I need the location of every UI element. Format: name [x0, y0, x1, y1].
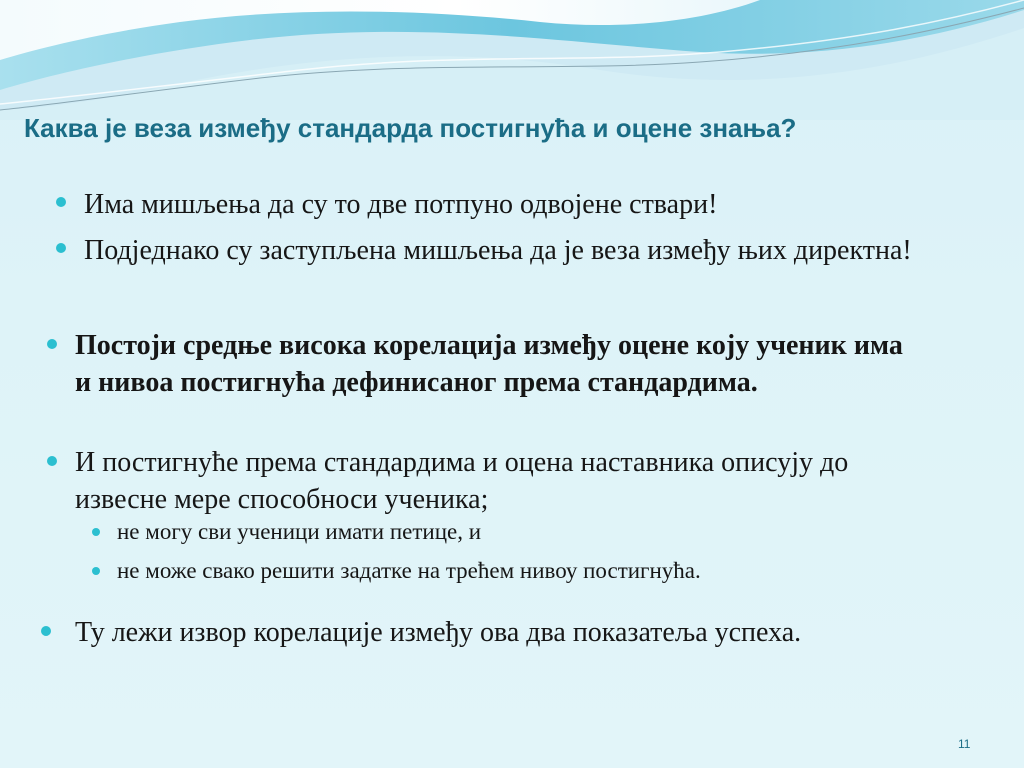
bullet-text: Ту лежи извор корелације између ова два показатеља успеха.	[75, 617, 802, 648]
bullet-text: Има мишљења да су то две потпуно одвојене ствари!	[84, 189, 718, 220]
sub-bullet-text: не могу сви ученици имати петице, и	[117, 519, 482, 544]
bullet-icon	[56, 243, 66, 253]
sub-bullet-text: не може свако решити задатке на трећем нивоу постигнућа.	[117, 558, 701, 583]
bullet-icon	[47, 456, 57, 466]
sub-bullet-icon	[92, 528, 100, 536]
bullet-text: И постигнуће према стандардима и оцена наставника описују до извесне мере способноси ученика;	[75, 447, 849, 515]
bullet-text: Подједнако су заступљена мишљења да је веза између њих директна!	[84, 235, 912, 266]
slide-number: 11	[958, 737, 971, 751]
bullet-icon	[56, 197, 66, 207]
header-wave-decoration	[0, 0, 1024, 120]
bullet-icon	[41, 626, 51, 636]
bullet-icon	[47, 339, 57, 349]
sub-bullet-icon	[92, 567, 100, 575]
bullet-text-emphasis: Постоји средње висока корелација између оцене коју ученик има и нивоа постигнућа дефинисаног према стандардима.	[75, 330, 903, 398]
slide-title: Каква је веза између стандарда постигнућа и оцене знања?	[24, 113, 797, 143]
